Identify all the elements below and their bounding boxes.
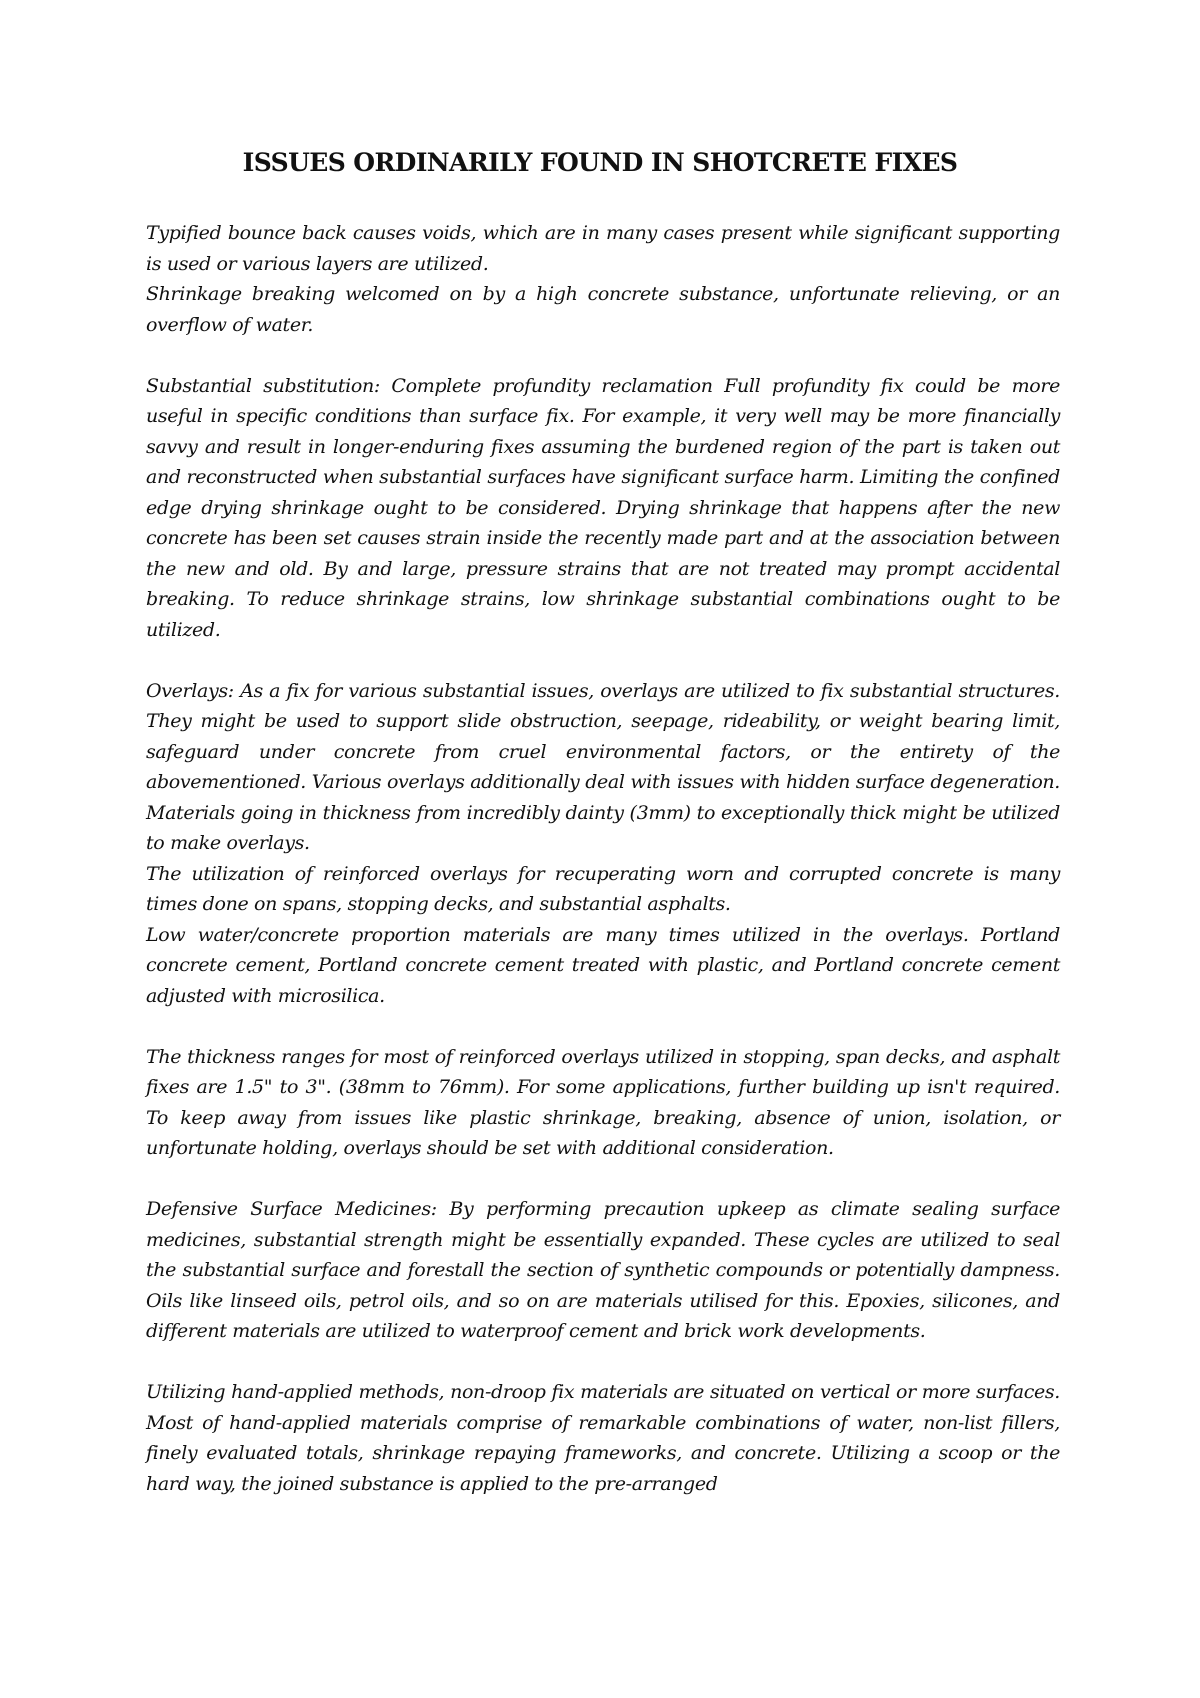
paragraph-spacer: [146, 340, 1060, 371]
paragraph-spacer: [146, 1347, 1060, 1378]
paragraph-reinforced-overlays: The utilization of reinforced overlays for recuperating worn and corrupted concrete is many times done on spans, stopping decks, and substantial asphalts.: [146, 862, 1060, 915]
paragraph-rebound-voids: Typified bounce back causes voids, which are in many cases present while significant supporting is used or various layers are utilized.: [146, 222, 1060, 275]
paragraph-spacer: [146, 1011, 1060, 1042]
paragraph-shrinkage-breaking: Shrinkage breaking welcomed on by a high concrete substance, unfortunate relieving, or an overflow of water.: [146, 283, 1060, 336]
document-body: [146, 218, 1060, 1499]
paragraph-spacer: [146, 645, 1060, 676]
paragraph-spacer: [146, 1164, 1060, 1195]
page-title: ISSUES ORDINARILY FOUND IN SHOTCRETE FIXES: [242, 148, 958, 177]
paragraph-thickness-ranges: The thickness ranges for most of reinforced overlays utilized in stopping, span decks, and asphalt fixes are 1.5" to 3". (38mm to 76mm). For some applications, further building up isn't required. To keep away from issues like plastic shrinkage, breaking, absence of union, isolation, or unfortunate holding, overlays should be set with additional consideration.: [146, 1045, 1060, 1159]
paragraph-substantial-substitution: Substantial substitution: Complete profundity reclamation Full profundity fix could be more useful in specific conditions than surface fix. For example, it very well may be more financially savvy and result in longer-enduring fixes assuming the burdened region of the part is taken out and reconstructed when substantial surfaces have significant surface harm. Limiting the confined edge drying shrinkage ought to be considered. Drying shrinkage that happens after the new concrete has been set causes strain inside the recently made part and at the association between the new and old. By and large, pressure strains that are not treated may prompt accidental breaking. To reduce shrinkage strains, low shrinkage substantial combinations ought to be utilized.: [146, 374, 1060, 641]
paragraph-overlays: Overlays: As a fix for various substantial issues, overlays are utilized to fix substantial structures. They might be used to support slide obstruction, seepage, rideability, or weight bearing limit, safeguard under concrete from cruel environmental factors, or the entirety of the abovementioned. Various overlays additionally deal with issues with hidden surface degeneration. Materials going in thickness from incredibly dainty (3mm) to exceptionally thick might be utilized to make overlays.: [146, 679, 1060, 854]
paragraph-defensive-surface: Defensive Surface Medicines: By performing precaution upkeep as climate sealing surface medicines, substantial strength might be essentially expanded. These cycles are utilized to seal the substantial surface and forestall the section of synthetic compounds or potentially dampness. Oils like linseed oils, petrol oils, and so on are materials utilised for this. Epoxies, silicones, and different materials are utilized to waterproof cement and brick work developments.: [146, 1198, 1060, 1342]
paragraph-low-water-ratio: Low water/concrete proportion materials are many times utilized in the overlays. Portland concrete cement, Portland concrete cement treated with plastic, and Portland concrete cement adjusted with microsilica.: [146, 923, 1060, 1007]
paragraph-hand-applied: Utilizing hand-applied methods, non-droop fix materials are situated on vertical or more surfaces. Most of hand-applied materials comprise of remarkable combinations of water, non-list fillers, finely evaluated totals, shrinkage repaying frameworks, and concrete. Utilizing a scoop or the hard way, the joined substance is applied to the pre-arranged: [146, 1381, 1060, 1495]
